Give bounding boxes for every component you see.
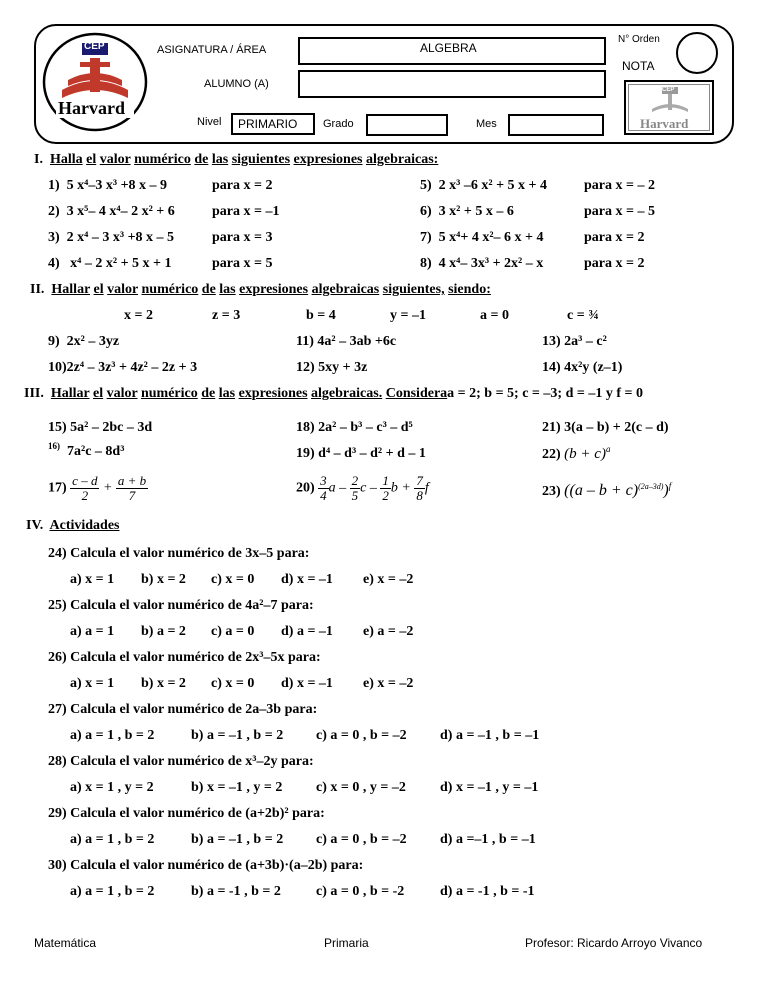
- option: b) a = –1 , b = 2: [191, 832, 284, 847]
- fraction: $\frac{c - d}{2}$: [72, 473, 98, 503]
- section4-title: [26, 518, 120, 534]
- exercise-3: 3) 2 x⁴ – 3 x³ +8 x – 5: [48, 230, 175, 245]
- fraction: $\frac{3}{4}$: [320, 473, 327, 503]
- option: d) a = –1: [281, 624, 333, 639]
- option: d) x = –1: [281, 572, 333, 587]
- option: a) x = 1: [70, 676, 115, 691]
- s3-given: a = 2; b = 5; c = –3; d = –1 y f = 0: [447, 386, 643, 401]
- option: a) x = 1 , y = 2: [70, 780, 154, 795]
- logo-name-text: Harvard: [58, 98, 125, 118]
- option: b) x = 2: [141, 676, 186, 691]
- subject-field[interactable]: [298, 37, 606, 65]
- month-label: Mes: [476, 118, 497, 130]
- s2-w9: siendo:: [448, 282, 491, 297]
- grade-field[interactable]: [366, 114, 448, 136]
- exercise-4-cond: para x = 5: [212, 256, 273, 271]
- option: a) a = 1 , b = 2: [70, 832, 155, 847]
- exercise-5-cond: para x = – 2: [584, 178, 655, 193]
- option: d) x = –1: [281, 676, 333, 691]
- given-b: b = 4: [306, 308, 336, 323]
- activity-26: 26) Calcula el valor numérico de 2x³–5x para:: [48, 650, 321, 665]
- s2-w8: siguientes,: [382, 282, 445, 297]
- exercise-22: 22) $(b + c)^a$: [542, 444, 611, 462]
- order-label: N° Orden: [618, 34, 660, 45]
- option: e) x = –2: [363, 572, 414, 587]
- option: b) a = 2: [141, 624, 186, 639]
- section4-numeral: IV.: [26, 518, 44, 533]
- nota-label: NOTA: [622, 59, 655, 73]
- s3-w7: algebraicas.: [311, 386, 383, 401]
- fraction: $\frac{a + b}{7}$: [117, 473, 147, 503]
- s2-w3: numérico: [141, 282, 199, 297]
- grade-label: Grado: [323, 118, 354, 130]
- footer-subject: Matemática: [34, 936, 97, 950]
- school-logo: [42, 32, 148, 132]
- exercise-4: 4) x⁴ – 2 x² + 5 x + 1: [48, 256, 172, 271]
- activity-27: 27) Calcula el valor numérico de 2a–3b para:: [48, 702, 318, 717]
- s3-w3: numérico: [140, 386, 198, 401]
- s3-w2: valor: [106, 386, 138, 401]
- given-a: a = 0: [480, 308, 509, 323]
- s2-w6: expresiones: [239, 282, 309, 297]
- exercise-1: 1) 5 x⁴–3 x³ +8 x – 9: [48, 178, 168, 193]
- stamp-top-text: CEP: [662, 87, 675, 93]
- activity-29: 29) Calcula el valor numérico de (a+2b)² para:: [48, 806, 325, 821]
- exercise-1-cond: para x = 2: [212, 178, 273, 193]
- section4-title-text: Actividades: [49, 518, 120, 533]
- given-z: z = 3: [212, 308, 241, 323]
- option: a) a = 1: [70, 624, 115, 639]
- s2-w5: las: [219, 282, 236, 297]
- option: c) x = 0: [211, 676, 255, 691]
- exercise-19: 19) d⁴ – d³ – d² + d – 1: [296, 446, 426, 461]
- footer-teacher: Profesor: Ricardo Arroyo Vivanco: [525, 936, 703, 950]
- order-circle[interactable]: [676, 32, 718, 74]
- exercise-11: 11) 4a² – 3ab +6c: [296, 334, 397, 349]
- exercise-14: 14) 4x²y (z–1): [542, 360, 623, 375]
- option: a) a = 1 , b = 2: [70, 728, 155, 743]
- exercise-2-cond: para x = –1: [212, 204, 280, 219]
- given-x: x = 2: [124, 308, 153, 323]
- exercise-18: 18) 2a² – b³ – c³ – d⁵: [296, 420, 413, 435]
- option: b) x = 2: [141, 572, 186, 587]
- fraction: $\frac{2}{5}$: [351, 473, 359, 503]
- level-value: PRIMARIO: [238, 117, 298, 131]
- given-c: c = ¾: [567, 308, 599, 323]
- stamp-name-text: Harvard: [640, 116, 689, 131]
- option: a) a = 1 , b = 2: [70, 884, 155, 899]
- s1-w6: siguientes: [231, 152, 291, 167]
- s2-w7: algebraicas: [311, 282, 380, 297]
- exercise-17-number: 17): [48, 480, 67, 496]
- option: d) a =–1 , b = –1: [440, 832, 536, 847]
- s1-w1: el: [86, 152, 97, 167]
- s1-w2: valor: [99, 152, 131, 167]
- activity-30: 30) Calcula el valor numérico de (a+3b)·(a–2b) para:: [48, 858, 364, 873]
- exercise-2: 2) 3 x⁵– 4 x⁴– 2 x² + 6: [48, 204, 175, 219]
- fraction: $\frac{7}{8}$: [416, 473, 423, 503]
- activity-28: 28) Calcula el valor numérico de x³–2y para:: [48, 754, 314, 769]
- exercise-20: 20) $\frac{3}{4}$ a – $\frac{2}{5}$ c – $\frac{1}{2}$ b + $\frac{7}{8}$ f: [296, 473, 429, 503]
- option: c) x = 0: [211, 572, 255, 587]
- option: b) a = -1 , b = 2: [191, 884, 281, 899]
- exercise-10: 10)2z⁴ – 3z³ + 4z² – 2z + 3: [48, 360, 198, 375]
- section1-numeral: I.: [34, 152, 43, 167]
- s2-w1: el: [93, 282, 104, 297]
- exercise-23: 23) $((a - b + c)^{(2a-3d)})^f$: [542, 481, 672, 499]
- exercise-13: 13) 2a³ – c²: [542, 334, 607, 349]
- option: d) a = -1 , b = -1: [440, 884, 535, 899]
- section1-title: [34, 152, 438, 168]
- exercise-6-cond: para x = – 5: [584, 204, 655, 219]
- exercise-17: 17) $\frac{c - d}{2}$ + $\frac{a + b}{7}$: [48, 473, 147, 503]
- option: e) a = –2: [363, 624, 414, 639]
- s3-w4: de: [201, 386, 216, 401]
- option: c) a = 0 , b = -2: [316, 884, 405, 899]
- month-field[interactable]: [508, 114, 604, 136]
- option: c) x = 0 , y = –2: [316, 780, 406, 795]
- s1-w8: algebraicas:: [366, 152, 439, 167]
- exercise-12: 12) 5xy + 3z: [296, 360, 368, 375]
- activity-24: 24) Calcula el valor numérico de 3x–5 para:: [48, 546, 310, 561]
- fraction: $\frac{1}{2}$: [382, 473, 389, 503]
- s1-w5: las: [211, 152, 229, 167]
- exercise-3-cond: para x = 3: [212, 230, 273, 245]
- section2-numeral: II.: [30, 282, 45, 297]
- option: a) x = 1: [70, 572, 115, 587]
- exercise-7: 7) 5 x⁴+ 4 x²– 6 x + 4: [420, 230, 544, 245]
- s1-w4: de: [194, 152, 209, 167]
- subject-label: ASIGNATURA / ÁREA: [157, 44, 267, 56]
- exercise-6: 6) 3 x² + 5 x – 6: [420, 204, 514, 219]
- s2-w0: Hallar: [51, 282, 91, 297]
- exercise-8-cond: para x = 2: [584, 256, 645, 271]
- exercise-22-number: 22): [542, 447, 561, 462]
- student-label: ALUMNO (A): [204, 78, 269, 90]
- s3-w1: el: [93, 386, 104, 401]
- section3-title: [24, 386, 643, 402]
- exercise-7-cond: para x = 2: [584, 230, 645, 245]
- s2-w2: valor: [107, 282, 139, 297]
- option: d) x = –1 , y = –1: [440, 780, 539, 795]
- s3-w6: expresiones: [238, 386, 308, 401]
- subject-value: ALGEBRA: [420, 41, 477, 55]
- exercise-8: 8) 4 x⁴– 3x³ + 2x² – x: [420, 256, 544, 271]
- student-field[interactable]: [298, 70, 606, 98]
- exercise-23-number: 23): [542, 484, 561, 499]
- option: e) x = –2: [363, 676, 414, 691]
- exercise-5: 5) 2 x³ –6 x² + 5 x + 4: [420, 178, 548, 193]
- s3-w5: las: [218, 386, 236, 401]
- option: c) a = 0: [211, 624, 255, 639]
- s3-w8: Considera: [385, 386, 448, 401]
- section3-numeral: III.: [24, 386, 44, 401]
- level-field[interactable]: [231, 113, 315, 135]
- s1-w3: numérico: [134, 152, 191, 167]
- activity-25: 25) Calcula el valor numérico de 4a²–7 para:: [48, 598, 314, 613]
- s1-w7: expresiones: [293, 152, 363, 167]
- option: b) a = –1 , b = 2: [191, 728, 284, 743]
- s1-w0: Halla: [49, 152, 83, 167]
- s3-w0: Hallar: [50, 386, 90, 401]
- s2-w4: de: [201, 282, 216, 297]
- option: c) a = 0 , b = –2: [316, 728, 407, 743]
- exercise-21: 21) 3(a – b) + 2(c – d): [542, 420, 669, 435]
- exercise-15: 15) 5a² – 2bc – 3d: [48, 420, 153, 435]
- option: d) a = –1 , b = –1: [440, 728, 540, 743]
- exercise-16: $^{16)}$ 7a²c – 8d³: [48, 441, 125, 459]
- given-y: y = –1: [390, 308, 426, 323]
- exercise-9: 9) 2x² – 3yz: [48, 334, 120, 349]
- nota-stamp-box: [624, 80, 714, 135]
- option: b) x = –1 , y = 2: [191, 780, 283, 795]
- footer-level: Primaria: [324, 936, 369, 950]
- section2-title: [30, 282, 491, 298]
- exercise-20-number: 20): [296, 480, 315, 496]
- option: c) a = 0 , b = –2: [316, 832, 407, 847]
- logo-top-text: CEP: [84, 41, 105, 52]
- level-label: Nivel: [197, 116, 222, 128]
